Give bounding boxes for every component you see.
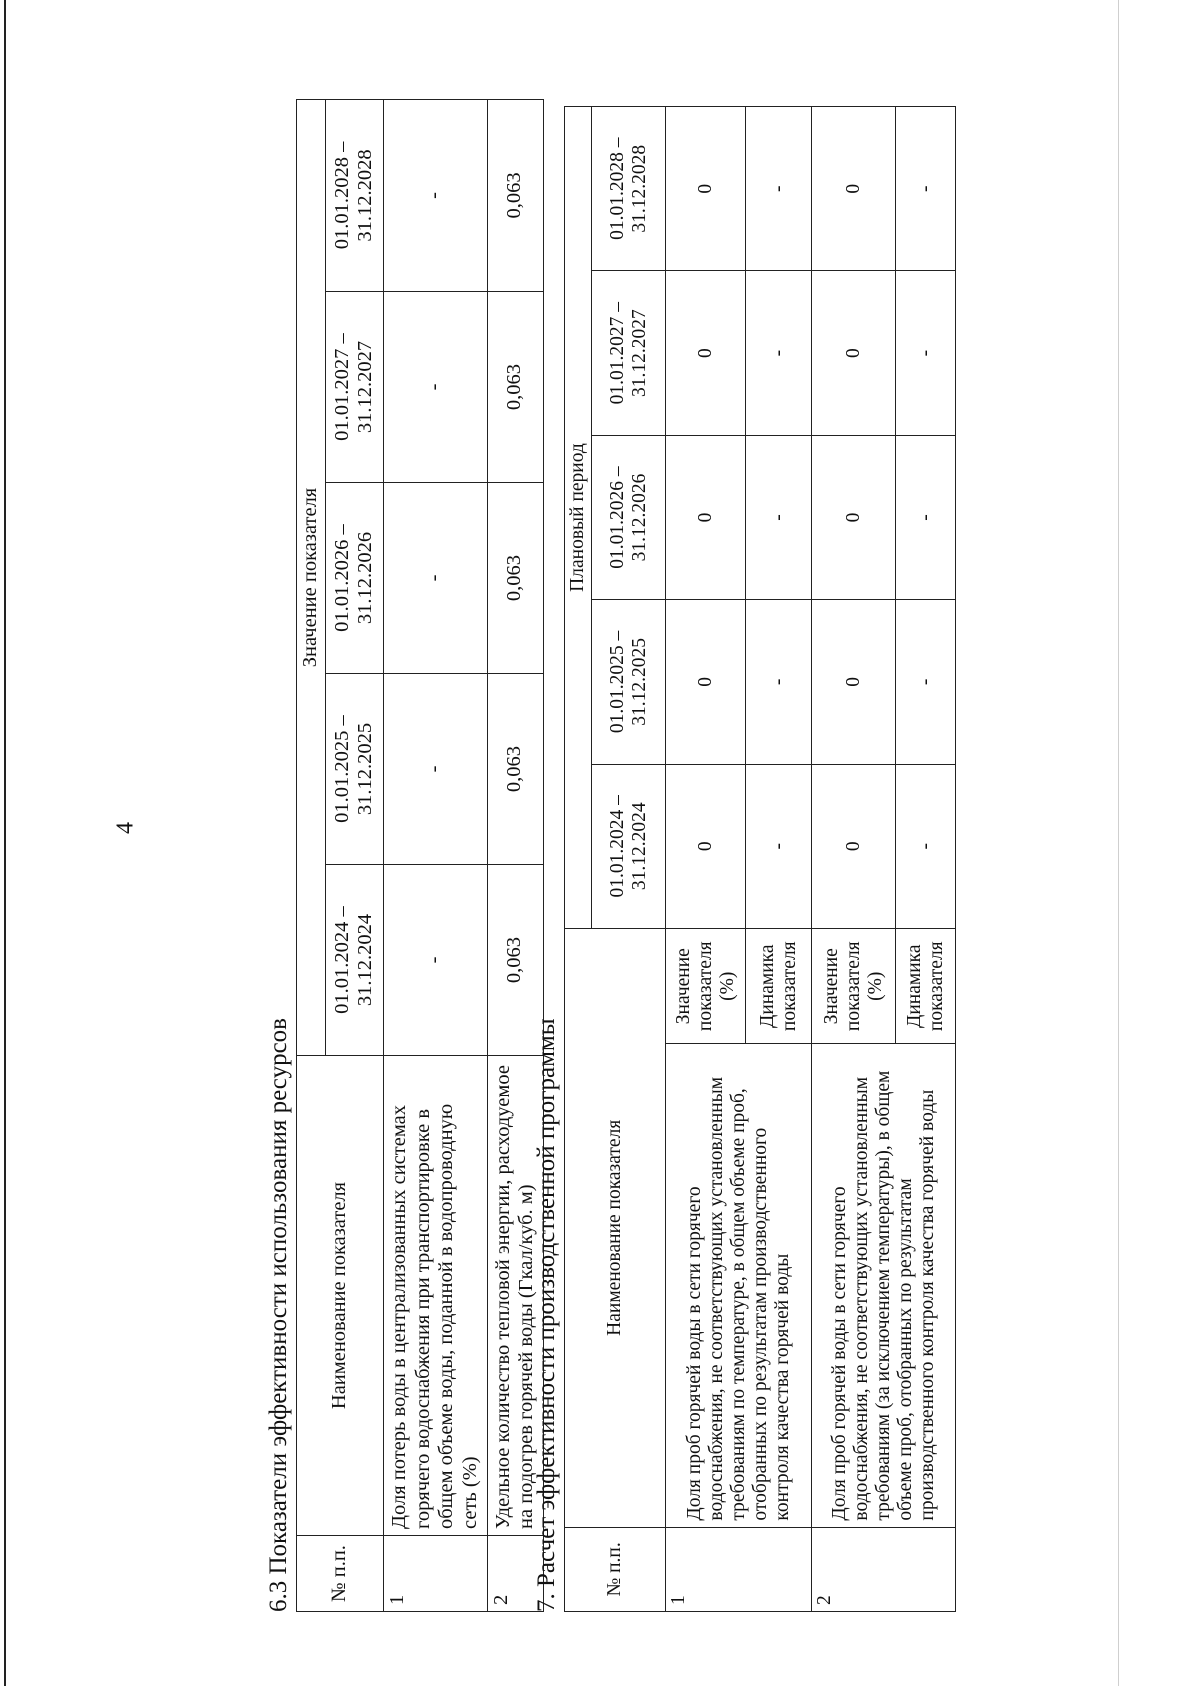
row-value: 0 [666,764,746,928]
row-value: 0 [666,435,746,599]
header-period: 01.01.2025 – 31.12.2025 [325,674,383,865]
row-sub-label: Значение показателя (%) [666,928,746,1044]
header-period: 01.01.2026 – 31.12.2026 [592,435,666,599]
header-name: Наименование показателя [565,928,666,1527]
header-num: № п.п. [565,1527,666,1611]
row-name: Доля проб горячей воды в сети горячего водоснабжения, не соответствующих установленным требованиям по температуре, в общем объеме проб, отобранных по результатам производственного контроля качества горячей воды [666,1044,812,1527]
header-period: 01.01.2027 – 31.12.2027 [592,271,666,435]
row-value: - [896,764,956,928]
header-name: Наименование показателя [297,1056,384,1536]
table-row [383,99,487,1611]
row-name: Доля потерь воды в централизованных системах горячего водоснабжения при транспортировке в общем объеме воды, поданной в водопроводную сеть (%) [383,1056,487,1536]
row-value: 0 [812,107,896,271]
section-6-3 [262,92,544,1612]
row-value: 0 [666,600,746,764]
header-period: 01.01.2025 – 31.12.2025 [592,600,666,764]
row-value: 0,063 [487,292,543,483]
section-7 [530,92,956,1612]
header-period: 01.01.2024 – 31.12.2024 [592,764,666,928]
row-value: 0,063 [487,865,543,1056]
row-value: - [383,674,487,865]
row-num: 2 [812,1527,956,1611]
row-value: 0 [666,107,746,271]
row-num: 2 [487,1536,543,1612]
row-value: - [896,107,956,271]
header-period: 01.01.2024 – 31.12.2024 [325,865,383,1056]
row-value: - [746,107,812,271]
row-name: Доля проб горячей воды в сети горячего водоснабжения, не соответствующих установленным требованиям (за исключением температуры), в общем объеме проб, отобранных по результатам производственного контроля качества горячей воды [812,1044,956,1527]
row-value: 0,063 [487,674,543,865]
scan-edge-line [4,0,6,1686]
section-7-title: 7. Расчет эффективности производственной программы [533,1018,560,1612]
row-value: - [896,600,956,764]
row-value: 0 [812,600,896,764]
header-num: № п.п. [297,1536,384,1612]
row-value: 0,063 [487,483,543,674]
header-period: 01.01.2026 – 31.12.2026 [325,483,383,674]
row-value: - [746,435,812,599]
row-num: 1 [666,1527,812,1611]
table-row [812,107,896,1612]
row-sub-label: Динамика показателя [746,928,812,1044]
header-period: 01.01.2028 – 31.12.2028 [325,99,383,291]
row-value: - [746,764,812,928]
section-6-3-title: 6.3 Показатели эффективности использования ресурсов [265,1018,292,1612]
row-value: - [383,483,487,674]
row-name: Удельное количество тепловой энергии, расходуемое на подогрев горячей воды (Гкал/куб. м) [487,1056,543,1536]
row-value: 0 [812,271,896,435]
row-value: - [383,99,487,291]
resource-efficiency-table [296,99,544,1612]
row-value: 0,063 [487,99,543,291]
header-period: 01.01.2028 – 31.12.2028 [592,107,666,271]
row-sub-label: Динамика показателя [896,928,956,1044]
row-value: 0 [666,271,746,435]
row-value: - [383,292,487,483]
row-num: 1 [383,1536,487,1612]
row-value: - [896,271,956,435]
row-value: - [383,865,487,1056]
scan-edge-shadow [1118,0,1119,1686]
row-value: - [746,600,812,764]
row-value: 0 [812,435,896,599]
header-period: 01.01.2027 – 31.12.2027 [325,292,383,483]
row-value: - [896,435,956,599]
header-planned-group: Плановый период [565,107,592,929]
row-value: 0 [812,764,896,928]
row-value: - [746,271,812,435]
row-sub-label: Значение показателя (%) [812,928,896,1044]
page-number: 4 [112,822,139,834]
program-efficiency-table [564,106,956,1612]
table-row [666,107,746,1612]
header-value-group: Значение показателя [297,99,326,1055]
